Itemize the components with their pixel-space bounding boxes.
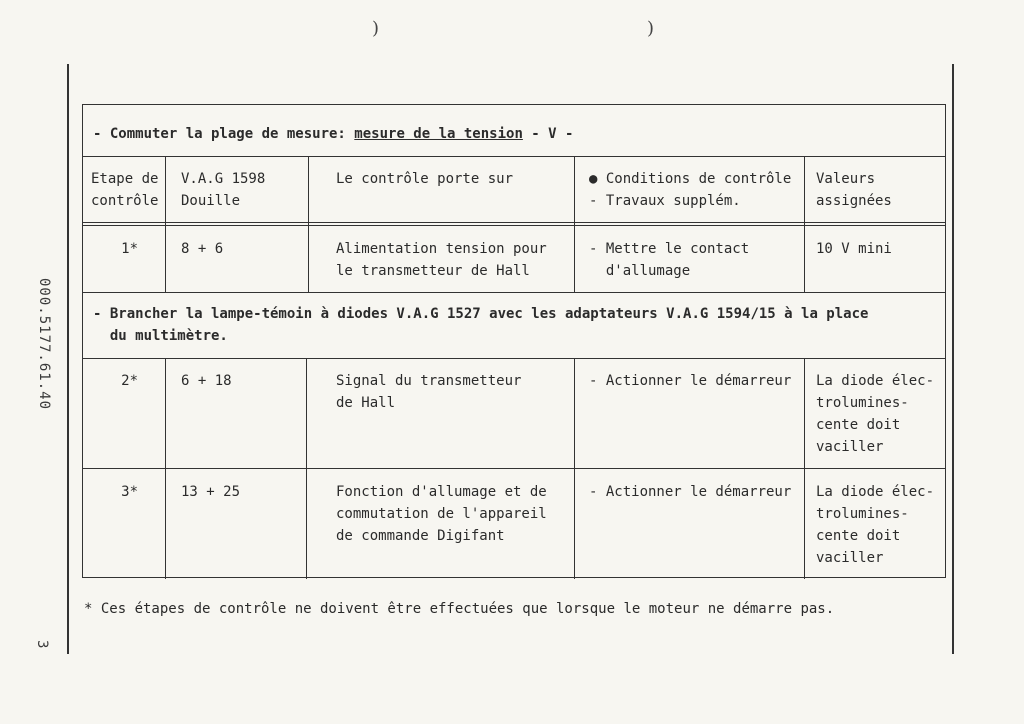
header-socket-line1: V.A.G 1598 <box>181 171 266 187</box>
row3-socket: 13 + 25 <box>181 484 241 500</box>
punch-mark-left: ) <box>372 18 380 39</box>
header-conditions-line1: ● Conditions de contrôle <box>589 171 792 187</box>
row3-value-line2: trolumines- <box>816 506 909 522</box>
row2-check <box>336 370 521 414</box>
col-rule-4-a <box>804 156 805 292</box>
col-rule-1-a <box>165 156 166 292</box>
row2-check-line2: de Hall <box>336 395 396 411</box>
header-check <box>336 168 513 190</box>
col-rule-2-a <box>308 156 309 292</box>
row3-value <box>816 481 934 569</box>
col-rule-1-b <box>165 358 166 579</box>
header-conditions <box>589 168 791 212</box>
col-rule-2-b <box>306 358 307 579</box>
section-middle-line2: du multimètre. <box>93 328 228 344</box>
header-double-rule <box>83 222 945 226</box>
row2-value-line3: cente doit <box>816 417 901 433</box>
side-reference-number: 000.5177.61.40 <box>36 278 52 411</box>
row3-check <box>336 481 547 547</box>
header-conditions-line2: - Travaux supplém. <box>589 193 741 209</box>
section-top-prefix: - Commuter la plage de mesure: <box>93 126 355 142</box>
footnote: * Ces étapes de contrôle ne doivent être effectuées que lorsque le moteur ne démarre pas. <box>84 601 835 617</box>
col-rule-3-a <box>574 156 575 292</box>
row1-check-line1: Alimentation tension pour <box>336 241 547 257</box>
row1-socket: 8 + 6 <box>181 241 224 257</box>
header-socket <box>181 168 265 212</box>
row3-check-line1: Fonction d'allumage et de <box>336 484 547 500</box>
header-check-line1: Le contrôle porte sur <box>336 171 514 187</box>
section-middle-instruction <box>93 303 868 347</box>
row3-step: 3* <box>121 484 138 500</box>
header-step-line1: Etape de <box>91 171 159 187</box>
row2-step: 2* <box>121 373 138 389</box>
punch-mark-right: ) <box>647 18 655 39</box>
header-values-line2: assignées <box>816 193 892 209</box>
header-step-line2: contrôle <box>91 193 159 209</box>
row3-check-line3: de commande Digifant <box>336 528 505 544</box>
row3-conditions: - Actionner le démarreur <box>589 484 792 500</box>
row1-check-line2: le transmetteur de Hall <box>336 263 530 279</box>
section-top-underlined: mesure de la tension <box>354 126 523 142</box>
header-step <box>91 168 158 212</box>
test-table <box>82 104 946 578</box>
row3-value-line4: vaciller <box>816 550 884 566</box>
section-top-suffix: - V - <box>522 126 574 142</box>
row2-value <box>816 370 934 458</box>
row2-value-line2: trolumines- <box>816 395 909 411</box>
row2-socket: 6 + 18 <box>181 373 232 389</box>
header-socket-line2: Douille <box>181 193 241 209</box>
row2-value-line1: La diode élec- <box>816 373 935 389</box>
row1-step: 1* <box>121 241 138 257</box>
col-rule-3-b <box>574 358 575 579</box>
section-top-instruction <box>93 123 573 145</box>
page-number: 3 <box>34 640 50 649</box>
row3-value-line3: cente doit <box>816 528 901 544</box>
header-values-line1: Valeurs <box>816 171 876 187</box>
left-margin-line <box>67 64 69 654</box>
rule-below-top-instruction <box>83 156 945 157</box>
right-margin-line <box>952 64 954 654</box>
row1-value: 10 V mini <box>816 241 892 257</box>
rule-below-row1 <box>83 292 945 293</box>
row1-conditions <box>589 238 749 282</box>
row2-check-line1: Signal du transmetteur <box>336 373 522 389</box>
rule-below-row2 <box>83 468 945 469</box>
row2-conditions: - Actionner le démarreur <box>589 373 792 389</box>
row1-conditions-line1: - Mettre le contact <box>589 241 750 257</box>
row2-value-line4: vaciller <box>816 439 884 455</box>
header-values <box>816 168 892 212</box>
col-rule-4-b <box>804 358 805 579</box>
rule-below-middle-instruction <box>83 358 945 359</box>
row1-conditions-line2: d'allumage <box>589 263 691 279</box>
row1-check <box>336 238 547 282</box>
row3-check-line2: commutation de l'appareil <box>336 506 547 522</box>
row3-value-line1: La diode élec- <box>816 484 935 500</box>
section-middle-line1: - Brancher la lampe-témoin à diodes V.A.G 1527 avec les adaptateurs V.A.G 1594/15 à la place <box>93 306 869 322</box>
